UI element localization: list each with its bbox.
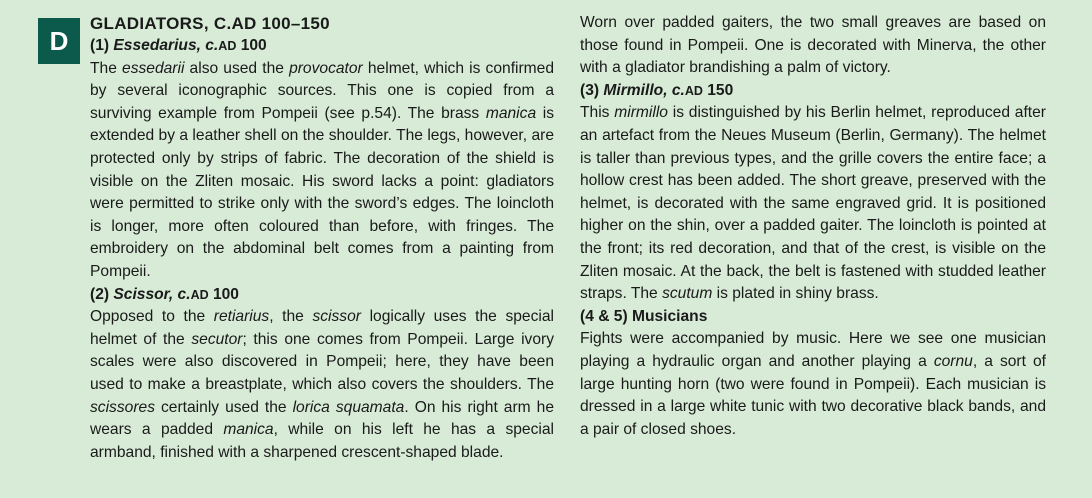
section-2-body: Opposed to the retiarius, the scissor logically uses the special helmet of the secutor; this one comes from Pompeii. Large ivory scales were also discovered in Pompeii; here, they have been used to make a breastplate, which also covers the shoulders. The scissores certainly used the lorica squamata. On his right arm he wears a padded manica, while on his left he has a special armband, finished with a sharpened crescent-shaped blade. bbox=[90, 308, 555, 461]
plate-heading: GLADIATORS, C.AD 100–150 bbox=[90, 14, 330, 33]
plate-letter-badge: D bbox=[38, 18, 80, 64]
section-2-continued: Worn over padded gaiters, the two small greaves are based on those found in Pompeii. One is decorated with Minerva, the other with a gladiator brandishing a palm of victory. bbox=[580, 14, 1046, 77]
section-2-name: Scissor bbox=[113, 285, 169, 303]
section-4-5-body: Fights were accompanied by music. Here we see one musician playing a hydraulic organ and another playing a cornu, a sort of large hunting horn (two were found in Pompeii). Each musician is dressed in a large white tunic with two decorative black bands, and a pair of closed shoes. bbox=[580, 330, 1046, 438]
section-1-body: The essedarii also used the provocator helmet, which is confirmed by several iconographic sources. This one is copied from a surviving example from Pompeii (see p.54). The brass manica is extended by a leather shell on the shoulder. The legs, however, are protected only by strips of fabric. The decoration of the shield is visible on the Zliten mosaic. His sword lacks a point: gladiators were permitted to strike only with the sword’s edges. The loincloth is longer, more often coloured than before, with fringes. The embroidery on the abdominal belt comes from a painting from Pompeii. bbox=[90, 59, 555, 280]
section-3-heading: (3) Mirmillo, c.AD 150 bbox=[580, 81, 734, 99]
right-column bbox=[580, 12, 1046, 441]
section-3-name: Mirmillo bbox=[603, 81, 664, 99]
section-4-5-heading: (4 & 5) Musicians bbox=[580, 307, 708, 325]
section-2-heading: (2) Scissor, c.AD 100 bbox=[90, 285, 239, 303]
section-1-name: Essedarius bbox=[113, 37, 197, 54]
section-1-heading: (1) Essedarius, c.AD 100 bbox=[90, 37, 267, 54]
section-3-body: This mirmillo is distinguished by his Berlin helmet, reproduced after an artefact from the Neues Museum (Berlin, Germany). The helmet is taller than previous types, and the grille covers the entire face; a hollow crest has been added. The short greave, preserved with the helmet, is decorated with the same engraved grid. It is positioned higher on the shin, over a padded gaiter. The loincloth is pointed at the front; its red decoration, and that of the crest, is visible on the Zliten mosaic. At the back, the belt is fastened with studded leather straps. The scutum is plated in shiny brass. bbox=[580, 104, 1046, 303]
left-column bbox=[90, 12, 554, 464]
